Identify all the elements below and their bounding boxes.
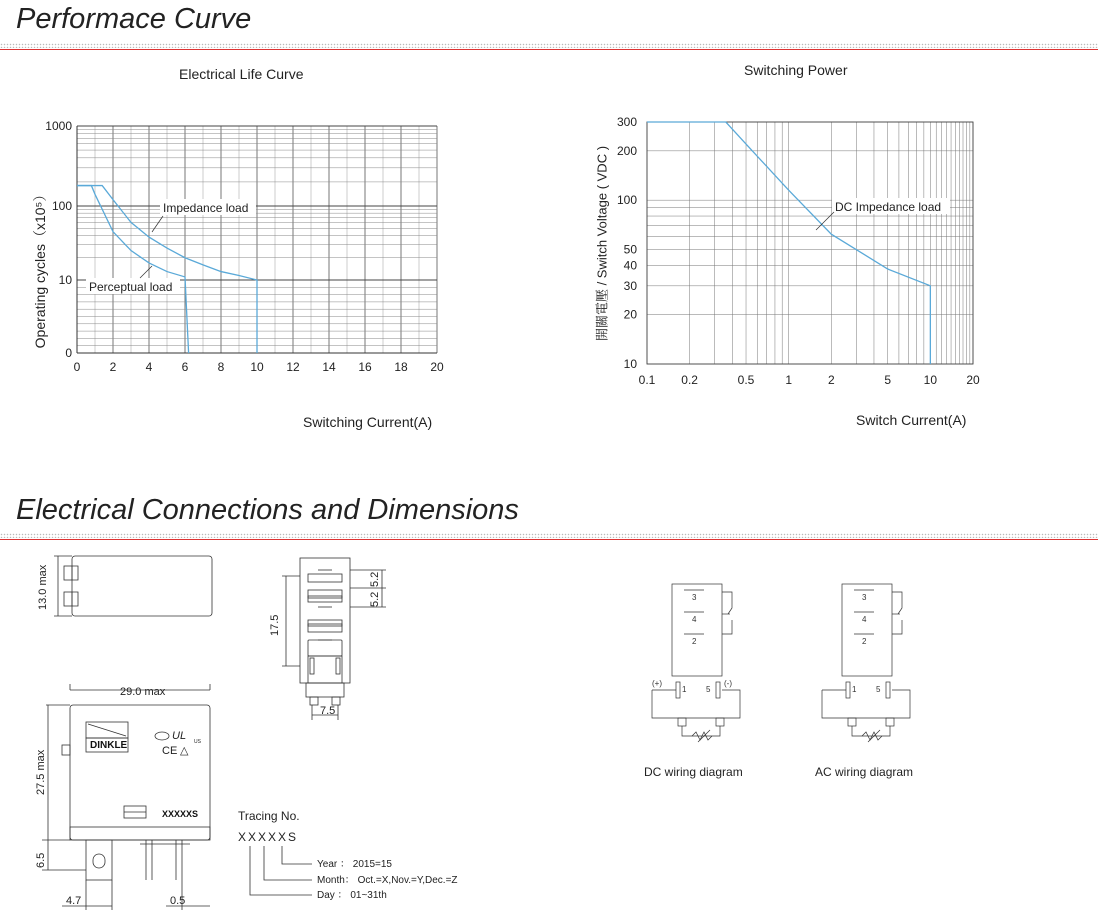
dim-05: 0.5 <box>170 895 186 907</box>
tracing-block <box>238 809 458 901</box>
section-title-performance: Performace Curve <box>16 3 252 35</box>
dc-pin4: 4 <box>692 615 697 624</box>
dim-13: 13.0 max <box>37 564 49 610</box>
wiring-diagrams <box>640 578 940 778</box>
tracing-title: Tracing No. <box>238 809 300 823</box>
dimension-drawings <box>0 540 620 920</box>
ac-wiring-caption: AC wiring diagram <box>815 765 914 779</box>
c2-ytick: 40 <box>623 258 637 273</box>
tracing-month: Month： Oct.=X,Nov.=Y,Dec.=Z <box>317 875 458 886</box>
dc-pin2: 2 <box>692 637 697 646</box>
tracing-year: Year ： 2015=15 <box>317 859 392 870</box>
c1-xtick: 12 <box>286 360 300 374</box>
dim-275: 27.5 max <box>35 749 47 795</box>
side-view-top <box>37 556 212 616</box>
bottom-view <box>269 558 386 720</box>
ac-pin1: 1 <box>852 685 857 694</box>
chart1-ylabel: Operating cycles（x10⁵） <box>32 187 48 349</box>
chart-title-electrical-life: Electrical Life Curve <box>179 66 304 82</box>
dim-29: 29.0 max <box>120 686 166 698</box>
dc-pin5: 5 <box>706 685 711 694</box>
c2-ytick: 100 <box>616 193 637 208</box>
chart2-ylabel: 開關電壓 / Switch Voltage ( VDC ) <box>594 145 610 342</box>
c2-xtick: 1 <box>785 373 793 387</box>
c1-ytick: 10 <box>58 273 72 287</box>
c1-leader-perceptual <box>140 266 152 278</box>
product-code: XXXXXS <box>162 809 199 819</box>
c1-xtick: 20 <box>430 360 444 374</box>
dim-52b: 5.2 <box>369 591 381 607</box>
dc-wiring <box>652 584 740 742</box>
dim-175: 17.5 <box>269 614 281 636</box>
chart2-xlabel: Switch Current(A) <box>856 412 967 428</box>
ac-pin5: 5 <box>876 685 881 694</box>
ac-pin2: 2 <box>862 637 867 646</box>
c1-xtick: 4 <box>145 360 153 374</box>
dc-pin3: 3 <box>692 593 697 602</box>
c1-xtick: 6 <box>181 360 189 374</box>
dc-minus: (-) <box>724 679 732 688</box>
dim-75: 7.5 <box>320 705 336 717</box>
c2-xtick: 10 <box>923 373 938 387</box>
c2-ytick: 300 <box>616 115 637 129</box>
chart-title-switching-power: Switching Power <box>744 62 848 78</box>
c2-ytick: 50 <box>623 242 637 257</box>
c2-xtick: 20 <box>966 373 980 387</box>
ce-mark: CE <box>162 745 178 757</box>
dim-65: 6.5 <box>35 852 47 868</box>
switching-power-chart <box>598 100 1098 400</box>
electrical-life-chart <box>0 100 520 500</box>
c2-xtick: 0.5 <box>737 373 755 387</box>
c1-ann-impedance: Impedance load <box>163 201 249 215</box>
c2-xtick: 2 <box>827 373 835 387</box>
tracing-day: Day ： 01~31th <box>317 890 387 901</box>
c1-xtick: 0 <box>73 360 81 374</box>
us-mark: US <box>194 739 201 745</box>
c1-xtick: 10 <box>250 360 264 374</box>
ac-pin4: 4 <box>862 615 867 624</box>
c1-ytick: 1000 <box>45 119 72 133</box>
ac-pin3: 3 <box>862 593 867 602</box>
c2-ytick: 30 <box>623 278 637 293</box>
c1-ytick: 0 <box>65 346 72 360</box>
c2-ytick: 200 <box>616 143 637 158</box>
c1-leader-impedance <box>152 216 163 232</box>
c2-ytick: 20 <box>623 307 637 322</box>
dc-pin1: 1 <box>682 685 687 694</box>
c2-xtick: 0.1 <box>638 373 656 387</box>
c1-xtick: 2 <box>109 360 117 374</box>
c1-xtick: 8 <box>217 360 225 374</box>
dc-plus: (+) <box>652 679 662 688</box>
c2-ann-dc: DC Impedance load <box>835 200 942 214</box>
ac-wiring <box>822 584 910 742</box>
front-view <box>35 684 210 910</box>
c1-xtick: 18 <box>394 360 408 374</box>
c2-xtick: 0.2 <box>681 373 698 387</box>
c1-ann-perceptual: Perceptual load <box>89 280 173 294</box>
c1-ytick: 100 <box>51 199 72 213</box>
dc-wiring-caption: DC wiring diagram <box>644 765 743 779</box>
c1-xtick: 16 <box>358 360 372 374</box>
tuv-mark: △ <box>180 745 189 757</box>
brand-label: DINKLE <box>90 740 128 751</box>
c1-xtick: 14 <box>322 360 336 374</box>
tracing-code: XXXXXS <box>238 830 299 844</box>
dim-52a: 5.2 <box>369 571 381 587</box>
ul-mark: UL <box>172 730 187 742</box>
section-title-connections: Electrical Connections and Dimensions <box>16 494 519 526</box>
chart1-xlabel: Switching Current(A) <box>303 414 433 430</box>
c2-xtick: 5 <box>884 373 892 387</box>
section-divider <box>0 43 1098 51</box>
dim-47: 4.7 <box>66 895 82 907</box>
c2-ytick: 10 <box>623 357 637 371</box>
